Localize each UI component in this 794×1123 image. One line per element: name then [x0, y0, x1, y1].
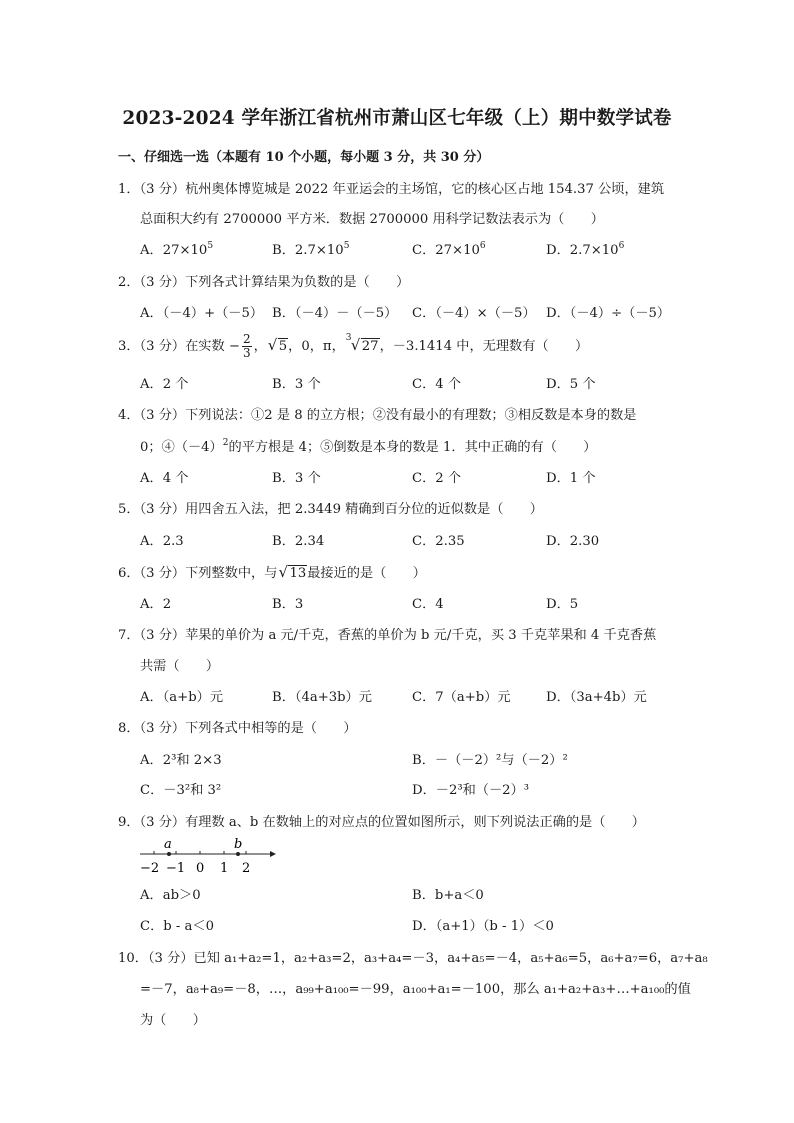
exam-title: 2023-2024 学年浙江省杭州市萧山区七年级（上）期中数学试卷: [122, 108, 672, 129]
q8-option-c: C．－3²和 3²: [140, 783, 222, 798]
q6-line1: 6．（3 分）下列整数中，与 √ 13最接近的是（ ）: [118, 563, 426, 581]
number-line-arrow: [270, 851, 276, 857]
tick-label: 1: [220, 861, 229, 876]
q10-line2: =－7，a₈+a₉=－8，…，a₉₉+a₁₀₀=－99，a₁₀₀+a₁=－100，那么 a₁+a₂+a₃+…+a₁₀₀的值: [140, 982, 691, 997]
tick-label: −2: [140, 861, 160, 876]
label-a: a: [164, 837, 172, 852]
tick-label: −1: [166, 861, 186, 876]
q1-line1: 1．（3 分）杭州奥体博览城是 2022 年亚运会的主场馆，它的核心区占地 154.37 公顷，建筑: [118, 182, 665, 197]
q4-option-a: A．4 个: [140, 471, 189, 486]
q3-option-c: C．4 个: [412, 377, 462, 392]
label-b: b: [234, 837, 243, 852]
q7-option-c: C．7（a+b）元: [412, 690, 511, 705]
q1-line2: 总面积大约有 2700000 平方米．数据 2700000 用科学记数法表示为（ ）: [140, 212, 604, 227]
q1-option-b: B．$2.7\times 10^5$: [272, 241, 350, 258]
tick-label: 0: [196, 861, 205, 876]
sqrt-5: √ 5: [267, 336, 288, 354]
q5-option-b: B．2.34: [272, 534, 325, 549]
q7-option-b: B．（4a+3b）元: [272, 690, 372, 705]
number-line-figure: [138, 836, 278, 878]
q8-line1: 8．（3 分）下列各式中相等的是（ ）: [118, 721, 357, 736]
q10-line1: 10．（3 分）已知 a₁+a₂=1，a₂+a₃=2，a₃+a₄=－3，a₄+a₅=－4，a₅+a₆=5，a₆+a₇=6，a₇+a₈: [118, 951, 708, 966]
q3-option-d: D．5 个: [546, 377, 596, 392]
q2-option-d: D．（－4）÷（－5）: [546, 306, 671, 321]
q7-option-a: A．（a+b）元: [140, 690, 224, 705]
fraction: $\frac{2}{3}$: [242, 332, 251, 360]
q10-line3: 为（ ）: [140, 1013, 206, 1028]
q4-line2: 0；$④(-4)^2$的平方根是 4；⑤倒数是本身的数是 1．其中正确的有（ ）: [140, 438, 597, 455]
q8-option-d: D．－2³和（－2）³: [412, 783, 530, 798]
q5-option-d: D．2.30: [546, 534, 600, 549]
q6-option-d: D．5: [546, 597, 579, 612]
q4-line1: 4．（3 分）下列说法：①2 是 8 的立方根；②没有最小的有理数；③相反数是本身的数是: [118, 408, 637, 423]
q9-line1: 9．（3 分）有理数 a、b 在数轴上的对应点的位置如图所示，则下列说法正确的是（ ）: [118, 815, 645, 830]
q8-option-a: A．2³和 2×3: [140, 753, 222, 768]
q2-option-b: B．（－4）－（－5）: [272, 306, 398, 321]
point-b: [236, 852, 240, 856]
q4-option-c: C．2 个: [412, 471, 462, 486]
q1-option-d: D．$2.7\times 10^6$: [546, 241, 625, 258]
q9-option-b: B．b+a＜0: [412, 888, 484, 903]
cube-root-27: 3 √ 27: [345, 333, 379, 354]
section-heading: 一、仔细选一选（本题有 10 个小题，每小题 3 分，共 30 分）: [118, 150, 490, 165]
q4-option-b: B．3 个: [272, 471, 321, 486]
q7-line2: 共需（ ）: [140, 659, 220, 674]
q2-line1: 2．（3 分）下列各式计算结果为负数的是（ ）: [118, 275, 410, 290]
q3-option-a: A．2 个: [140, 377, 189, 392]
q3-line1: 3．（3 分）在实数 − $\frac{2}{3}$ ， √ 5，0，π， 3 √ 27，－3.1414 中，无理数有（ ）: [118, 332, 589, 360]
q8-option-b: B．－（－2）²与（－2）²: [412, 753, 568, 768]
q5-option-a: A．2.3: [140, 534, 184, 549]
q2-option-a: A．（－4）+（－5）: [140, 306, 264, 321]
q6-option-a: A．2: [140, 597, 172, 612]
q2-option-c: C．（－4）×（－5）: [412, 306, 536, 321]
q5-line1: 5．（3 分）用四舍五入法，把 2.3449 精确到百分位的近似数是（ ）: [118, 502, 543, 517]
q6-option-c: C．4: [412, 597, 444, 612]
q3-option-b: B．3 个: [272, 377, 321, 392]
tick-label: 2: [242, 861, 251, 876]
point-a: [167, 852, 171, 856]
q9-option-c: C．b - a＜0: [140, 919, 214, 934]
q9-option-d: D．（a+1）（b - 1）＜0: [412, 919, 554, 934]
sqrt-13: √ 13: [278, 563, 307, 581]
q7-option-d: D．（3a+4b）元: [546, 690, 647, 705]
q5-option-c: C．2.35: [412, 534, 465, 549]
q4-option-d: D．1 个: [546, 471, 596, 486]
q9-option-a: A．ab＞0: [140, 888, 201, 903]
q1-option-a: A．$27\times 10^5$: [140, 241, 214, 258]
q6-option-b: B．3: [272, 597, 304, 612]
q7-line1: 7．（3 分）苹果的单价为 a 元/千克，香蕉的单价为 b 元/千克，买 3 千克苹果和 4 千克香蕉: [118, 628, 657, 643]
q1-option-c: C．$27\times 10^6$: [412, 241, 486, 258]
